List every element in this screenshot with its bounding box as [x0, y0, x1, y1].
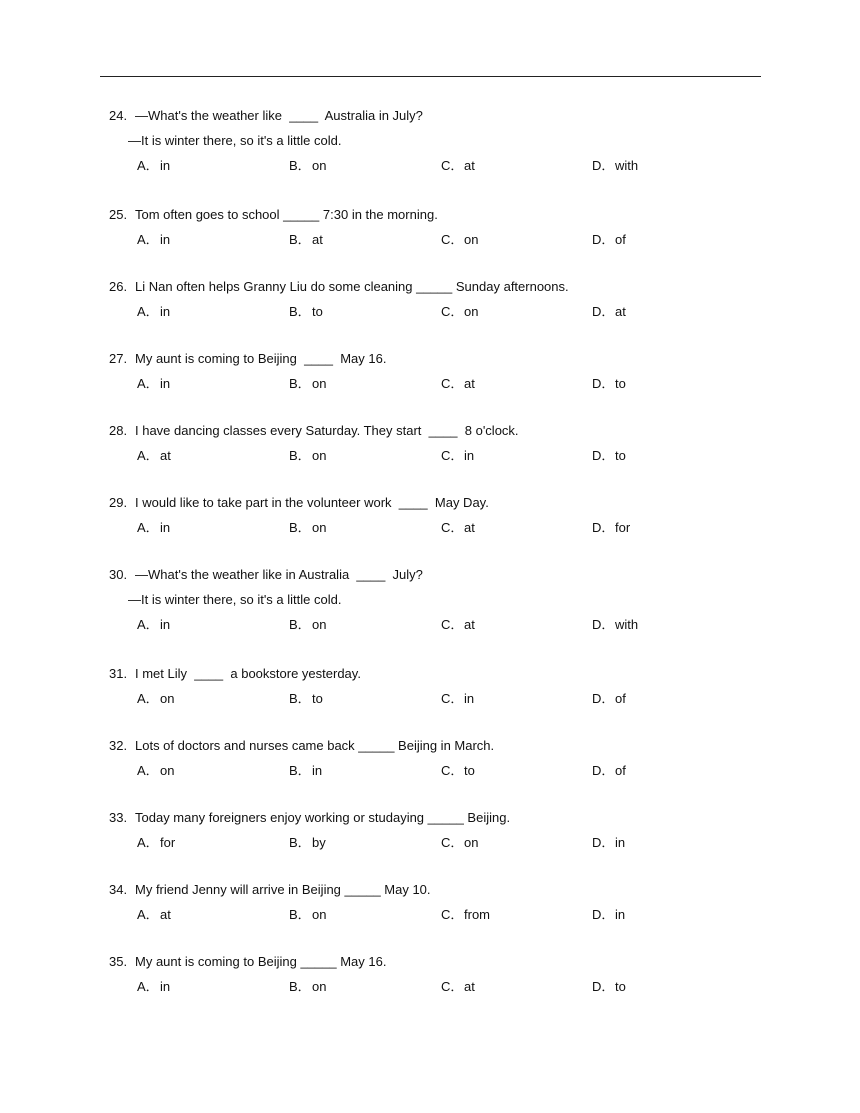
- option-c[interactable]: [441, 907, 490, 923]
- option-text: in: [312, 763, 323, 778]
- option-d[interactable]: [592, 376, 626, 392]
- answer-options: [137, 979, 809, 995]
- option-letter: C．: [441, 907, 464, 922]
- question-stem: [109, 666, 809, 691]
- option-letter: C．: [441, 304, 464, 319]
- option-letter: A．: [137, 158, 159, 173]
- question-text: —It is winter there, so it's a little cold.: [128, 133, 342, 148]
- question-number: 26.: [109, 279, 128, 294]
- option-c[interactable]: [441, 304, 478, 320]
- answer-options: [137, 835, 809, 851]
- option-text: at: [464, 520, 475, 535]
- question-reply: [109, 592, 809, 617]
- option-text: in: [464, 448, 475, 463]
- option-text: at: [312, 232, 323, 247]
- question-stem: [109, 279, 809, 304]
- option-d[interactable]: [592, 979, 626, 995]
- option-text: of: [615, 691, 626, 706]
- option-text: on: [464, 304, 479, 319]
- option-letter: D．: [592, 763, 615, 778]
- option-text: on: [312, 907, 327, 922]
- option-a[interactable]: [137, 304, 170, 320]
- question-text: My friend Jenny will arrive in Beijing _____ May 10.: [135, 882, 431, 897]
- option-letter: C．: [441, 617, 464, 632]
- question-number: 29.: [109, 495, 128, 510]
- question-item: [109, 882, 809, 923]
- option-c[interactable]: [441, 376, 475, 392]
- option-d[interactable]: [592, 835, 625, 851]
- option-text: on: [312, 979, 327, 994]
- question-item: [109, 423, 809, 464]
- answer-options: [137, 907, 809, 923]
- option-b[interactable]: [289, 158, 326, 174]
- option-a[interactable]: [137, 691, 174, 707]
- option-c[interactable]: [441, 979, 475, 995]
- question-text: Li Nan often helps Granny Liu do some cleaning _____ Sunday afternoons.: [135, 279, 569, 294]
- option-letter: A．: [137, 979, 159, 994]
- option-text: at: [615, 304, 626, 319]
- answer-options: [137, 520, 809, 536]
- option-letter: A．: [137, 376, 159, 391]
- answer-options: [137, 691, 809, 707]
- option-d[interactable]: [592, 520, 630, 536]
- option-text: at: [464, 158, 475, 173]
- option-text: at: [464, 376, 475, 391]
- question-stem: [109, 495, 809, 520]
- question-item: [109, 279, 809, 320]
- option-b[interactable]: [289, 448, 326, 464]
- question-item: [109, 207, 809, 248]
- option-letter: C．: [441, 158, 464, 173]
- option-text: to: [312, 691, 323, 706]
- option-letter: C．: [441, 835, 464, 850]
- question-stem: [109, 423, 809, 448]
- option-a[interactable]: [137, 158, 170, 174]
- question-item: [109, 810, 809, 851]
- option-a[interactable]: [137, 835, 175, 851]
- question-text: Tom often goes to school _____ 7:30 in the morning.: [135, 207, 438, 222]
- option-letter: C．: [441, 376, 464, 391]
- option-text: on: [464, 232, 479, 247]
- option-a[interactable]: [137, 763, 174, 779]
- option-letter: B．: [289, 691, 311, 706]
- option-letter: B．: [289, 232, 311, 247]
- option-d[interactable]: [592, 448, 626, 464]
- question-number: 30.: [109, 567, 128, 582]
- question-number: 31.: [109, 666, 128, 681]
- option-text: at: [160, 448, 171, 463]
- option-text: with: [615, 617, 639, 632]
- question-text: My aunt is coming to Beijing ____ May 16.: [135, 351, 387, 366]
- option-letter: C．: [441, 448, 464, 463]
- option-a[interactable]: [137, 520, 170, 536]
- option-letter: B．: [289, 448, 311, 463]
- question-number: 32.: [109, 738, 128, 753]
- question-item: [109, 666, 809, 707]
- option-letter: C．: [441, 232, 464, 247]
- option-letter: D．: [592, 232, 615, 247]
- option-letter: D．: [592, 979, 615, 994]
- option-d[interactable]: [592, 691, 626, 707]
- option-text: on: [464, 835, 479, 850]
- option-c[interactable]: [441, 763, 475, 779]
- question-number: 25.: [109, 207, 128, 222]
- answer-options: [137, 304, 809, 320]
- question-text: Today many foreigners enjoy working or studaying _____ Beijing.: [135, 810, 511, 825]
- option-letter: C．: [441, 763, 464, 778]
- question-item: [109, 351, 809, 392]
- option-d[interactable]: [592, 304, 626, 320]
- option-letter: B．: [289, 907, 311, 922]
- question-number: 34.: [109, 882, 128, 897]
- option-text: on: [312, 617, 327, 632]
- option-d[interactable]: [592, 907, 625, 923]
- option-a[interactable]: [137, 448, 171, 464]
- option-c[interactable]: [441, 158, 475, 174]
- option-b[interactable]: [289, 835, 326, 851]
- option-letter: B．: [289, 979, 311, 994]
- option-text: on: [160, 691, 175, 706]
- option-letter: B．: [289, 617, 311, 632]
- option-letter: B．: [289, 763, 311, 778]
- option-c[interactable]: [441, 448, 474, 464]
- option-b[interactable]: [289, 763, 322, 779]
- option-text: of: [615, 763, 626, 778]
- question-number: 24.: [109, 108, 128, 123]
- question-stem: [109, 108, 809, 133]
- question-stem: [109, 207, 809, 232]
- question-number: 33.: [109, 810, 128, 825]
- option-d[interactable]: [592, 232, 626, 248]
- answer-options: [137, 617, 809, 633]
- answer-options: [137, 232, 809, 248]
- option-letter: D．: [592, 835, 615, 850]
- option-letter: D．: [592, 304, 615, 319]
- option-letter: D．: [592, 376, 615, 391]
- option-text: in: [615, 907, 626, 922]
- option-text: from: [464, 907, 490, 922]
- question-item: [109, 108, 809, 174]
- option-letter: A．: [137, 520, 159, 535]
- option-text: for: [160, 835, 176, 850]
- question-stem: [109, 738, 809, 763]
- option-text: in: [160, 520, 171, 535]
- option-letter: D．: [592, 520, 615, 535]
- option-a[interactable]: [137, 979, 170, 995]
- question-text: I met Lily ____ a bookstore yesterday.: [135, 666, 361, 681]
- option-a[interactable]: [137, 907, 171, 923]
- question-reply: [109, 133, 809, 158]
- option-b[interactable]: [289, 304, 323, 320]
- option-c[interactable]: [441, 617, 475, 633]
- option-letter: B．: [289, 520, 311, 535]
- option-text: in: [615, 835, 626, 850]
- option-d[interactable]: [592, 158, 638, 174]
- option-letter: D．: [592, 617, 615, 632]
- option-d[interactable]: [592, 763, 626, 779]
- answer-options: [137, 158, 809, 174]
- option-letter: A．: [137, 907, 159, 922]
- header-rule: [100, 76, 761, 77]
- option-letter: B．: [289, 158, 311, 173]
- option-text: on: [312, 158, 327, 173]
- option-letter: A．: [137, 232, 159, 247]
- option-letter: D．: [592, 158, 615, 173]
- option-text: in: [160, 158, 171, 173]
- option-letter: A．: [137, 304, 159, 319]
- option-letter: D．: [592, 691, 615, 706]
- option-text: in: [160, 232, 171, 247]
- option-text: of: [615, 232, 626, 247]
- answer-options: [137, 763, 809, 779]
- option-letter: C．: [441, 979, 464, 994]
- option-text: in: [160, 376, 171, 391]
- option-b[interactable]: [289, 907, 326, 923]
- question-item: [109, 738, 809, 779]
- option-c[interactable]: [441, 835, 478, 851]
- question-stem: [109, 567, 809, 592]
- question-text: —What's the weather like ____ Australia in July?: [135, 108, 423, 123]
- option-text: at: [464, 617, 475, 632]
- option-text: to: [615, 448, 626, 463]
- option-a[interactable]: [137, 617, 170, 633]
- option-letter: A．: [137, 617, 159, 632]
- option-text: with: [615, 158, 639, 173]
- option-b[interactable]: [289, 979, 326, 995]
- option-text: in: [160, 617, 171, 632]
- option-text: on: [312, 376, 327, 391]
- option-letter: B．: [289, 835, 311, 850]
- option-text: at: [464, 979, 475, 994]
- option-text: on: [312, 520, 327, 535]
- question-text: Lots of doctors and nurses came back _____ Beijing in March.: [135, 738, 495, 753]
- question-number: 27.: [109, 351, 128, 366]
- option-c[interactable]: [441, 520, 475, 536]
- option-text: to: [615, 376, 626, 391]
- option-b[interactable]: [289, 617, 326, 633]
- option-letter: A．: [137, 448, 159, 463]
- option-a[interactable]: [137, 376, 170, 392]
- option-a[interactable]: [137, 232, 170, 248]
- option-letter: D．: [592, 907, 615, 922]
- option-letter: D．: [592, 448, 615, 463]
- option-c[interactable]: [441, 691, 474, 707]
- question-stem: [109, 810, 809, 835]
- option-text: by: [312, 835, 326, 850]
- question-number: 28.: [109, 423, 128, 438]
- question-text: I would like to take part in the volunteer work ____ May Day.: [135, 495, 489, 510]
- option-text: on: [160, 763, 175, 778]
- option-letter: A．: [137, 691, 159, 706]
- question-text: I have dancing classes every Saturday. They start ____ 8 o'clock.: [135, 423, 519, 438]
- option-d[interactable]: [592, 617, 638, 633]
- question-item: [109, 495, 809, 536]
- option-text: in: [464, 691, 475, 706]
- option-text: at: [160, 907, 171, 922]
- option-text: to: [464, 763, 475, 778]
- option-text: to: [312, 304, 323, 319]
- option-letter: C．: [441, 520, 464, 535]
- option-letter: B．: [289, 304, 311, 319]
- option-letter: B．: [289, 376, 311, 391]
- question-stem: [109, 954, 809, 979]
- option-letter: A．: [137, 835, 159, 850]
- question-number: 35.: [109, 954, 128, 969]
- question-stem: [109, 882, 809, 907]
- question-text: My aunt is coming to Beijing _____ May 16.: [135, 954, 387, 969]
- option-text: to: [615, 979, 626, 994]
- option-text: on: [312, 448, 327, 463]
- option-c[interactable]: [441, 232, 478, 248]
- option-b[interactable]: [289, 232, 323, 248]
- answer-options: [137, 376, 809, 392]
- question-item: [109, 954, 809, 995]
- question-text: —It is winter there, so it's a little cold.: [128, 592, 342, 607]
- option-b[interactable]: [289, 520, 326, 536]
- option-text: in: [160, 304, 171, 319]
- answer-options: [137, 448, 809, 464]
- option-b[interactable]: [289, 376, 326, 392]
- option-letter: A．: [137, 763, 159, 778]
- option-text: in: [160, 979, 171, 994]
- question-stem: [109, 351, 809, 376]
- option-b[interactable]: [289, 691, 323, 707]
- question-item: [109, 567, 809, 633]
- question-text: —What's the weather like in Australia ____ July?: [135, 567, 423, 582]
- option-letter: C．: [441, 691, 464, 706]
- option-text: for: [615, 520, 631, 535]
